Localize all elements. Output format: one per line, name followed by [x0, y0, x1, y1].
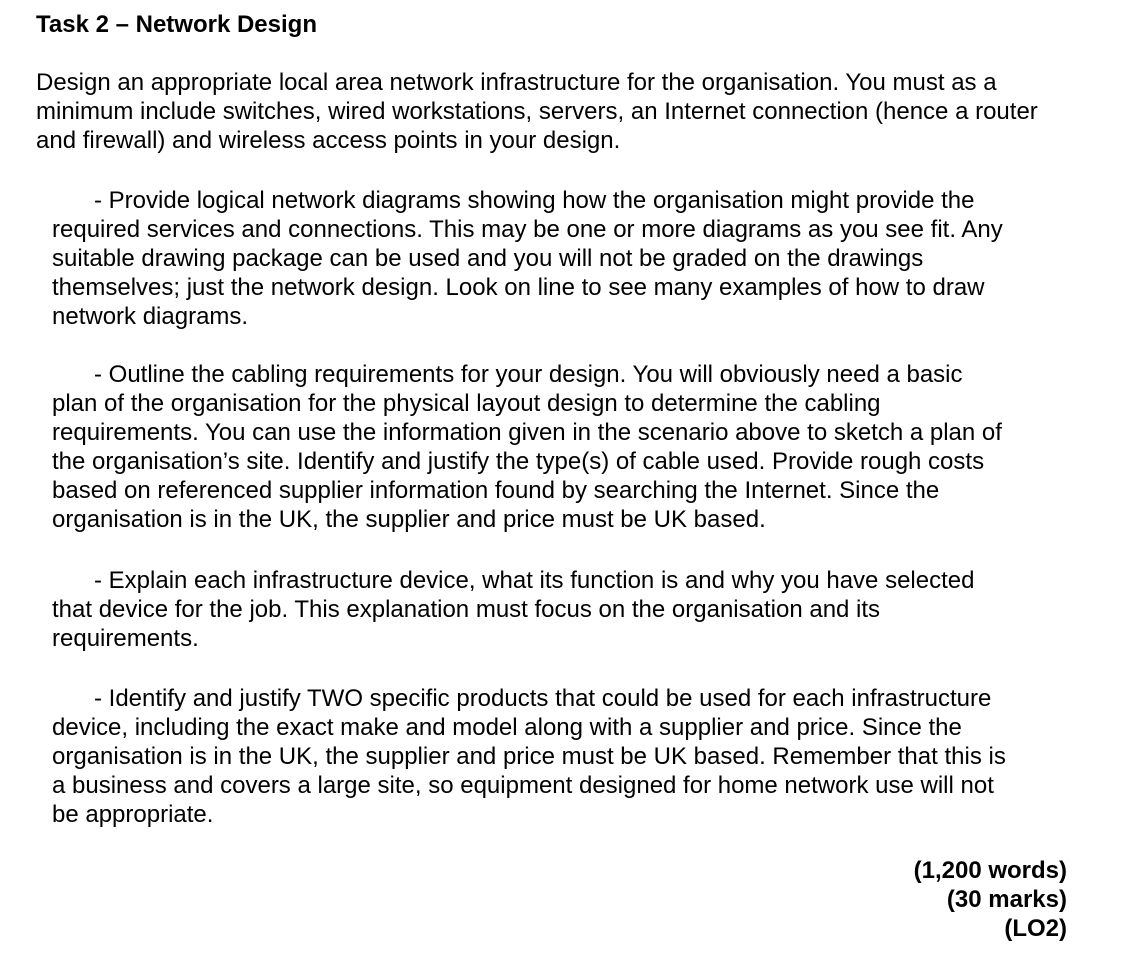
- marks-count: (30 marks): [946, 886, 1067, 913]
- bullet-infrastructure-devices: [52, 566, 1112, 653]
- bullet-line: - Identify and justify TWO specific products that could be used for each infrastructure: [94, 685, 992, 712]
- bullet-line: that device for the job. This explanation must focus on the organisation and its: [52, 596, 881, 623]
- bullet-line: suitable drawing package can be used and you will not be graded on the drawings: [52, 245, 924, 272]
- bullet-line: requirements.: [52, 625, 199, 652]
- intro-line: and firewall) and wireless access points in your design.: [36, 127, 621, 154]
- bullet-line: organisation is in the UK, the supplier and price must be UK based.: [52, 506, 766, 533]
- bullet-line: - Provide logical network diagrams showing how the organisation might provide the: [94, 187, 975, 214]
- bullet-line: organisation is in the UK, the supplier and price must be UK based. Remember that this is: [52, 743, 1006, 770]
- bullet-line: based on referenced supplier information found by searching the Internet. Since the: [52, 477, 940, 504]
- bullet-line: required services and connections. This may be one or more diagrams as you see fit. Any: [52, 216, 1003, 243]
- bullet-line: be appropriate.: [52, 801, 214, 828]
- intro-paragraph: [36, 68, 1116, 155]
- bullet-line: device, including the exact make and model along with a supplier and price. Since the: [52, 714, 962, 741]
- word-count: (1,200 words): [913, 857, 1067, 884]
- bullet-line: requirements. You can use the information given in the scenario above to sketch a plan of: [52, 419, 1002, 446]
- bullet-line: a business and covers a large site, so equipment designed for home network use will not: [52, 772, 994, 799]
- learning-outcome: (LO2): [1004, 915, 1067, 942]
- bullet-line: the organisation’s site. Identify and justify the type(s) of cable used. Provide rough costs: [52, 448, 985, 475]
- intro-line: minimum include switches, wired workstations, servers, an Internet connection (hence a router: [36, 98, 1038, 125]
- bullet-line: themselves; just the network design. Look on line to see many examples of how to draw: [52, 274, 985, 301]
- bullet-line: - Outline the cabling requirements for your design. You will obviously need a basic: [94, 361, 963, 388]
- marks-block: [914, 856, 1067, 943]
- bullet-network-diagrams: [52, 186, 1112, 331]
- bullet-cabling: [52, 360, 1112, 534]
- bullet-line: - Explain each infrastructure device, what its function is and why you have selected: [94, 567, 975, 594]
- bullet-line: plan of the organisation for the physical layout design to determine the cabling: [52, 390, 881, 417]
- task-title: Task 2 – Network Design: [36, 11, 317, 38]
- bullet-line: network diagrams.: [52, 303, 249, 330]
- intro-line: Design an appropriate local area network infrastructure for the organisation. You must as a: [36, 69, 997, 96]
- bullet-specific-products: [52, 684, 1112, 829]
